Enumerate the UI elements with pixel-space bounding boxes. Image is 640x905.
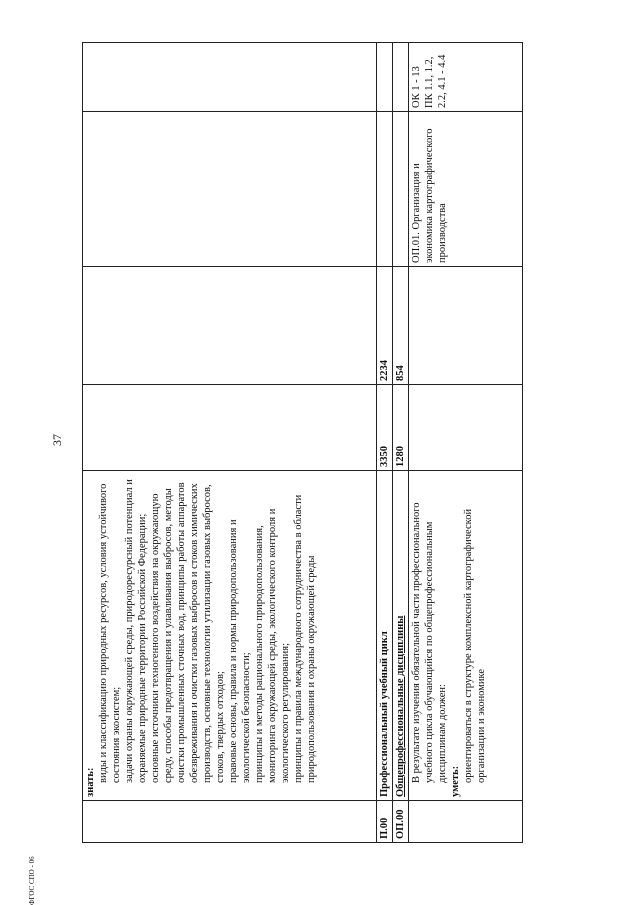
know-item-2: задачи охраны окружающей среды, природоресурсный потенциал и охраняемые природные территории Российской Федерации; [124, 479, 148, 783]
know-heading: знать: [85, 767, 96, 797]
know-item-6: принципы и правила международного сотрудничества в области природопользования и охраны окружающей среды [293, 494, 317, 783]
know-item-3: основные источники техногенного воздействия на окружающую среду, способы предотвращения и улавливания выбросов, методы очистки промышленных сточных вод, принципы работы аппаратов обезвреживания и очистки газовых выбросов и стоков химических производств, основные технологии утилизации газовых выбросов, стоков, твердых отходов; [150, 482, 226, 783]
competence-ok: ОК 1 - 13 [411, 66, 422, 108]
cell-empty [393, 112, 409, 267]
know-item-5: принципы и методы рационального природопользования, мониторинга окружающей среды, экологического контроля и экологического регулирования; [254, 508, 291, 783]
cell-code: ОП.00 [393, 801, 409, 843]
know-item-4: правовые основы, правила и нормы природопользования и экологической безопасности; [228, 519, 252, 783]
cell-empty [393, 43, 409, 112]
op-skills-heading: уметь: [450, 765, 461, 797]
curriculum-table [82, 42, 523, 843]
cell-code: П.00 [377, 801, 393, 843]
cell-empty [377, 112, 393, 267]
op-skill-item: ориентироваться в структуре комплексной картографической организации и экономике [463, 508, 487, 783]
cell-know-content [83, 471, 377, 801]
cell-hours-max: 1280 [393, 385, 409, 471]
cell-empty [409, 267, 523, 385]
cell-empty [83, 385, 377, 471]
cell-code-empty [83, 801, 377, 843]
cell-section-name: Профессиональный учебный цикл [377, 471, 393, 801]
competence-pk: ПК 1.1, 1.2, 2.2, 4.1 - 4.4 [424, 54, 448, 108]
cell-hours-class: 2234 [377, 267, 393, 385]
table-row-op00 [393, 43, 409, 843]
cell-competences [409, 43, 523, 112]
cell-hours-class: 854 [393, 267, 409, 385]
cell-discipline: ОП.01. Организация и экономика картографического производства [409, 112, 523, 267]
cell-empty [83, 43, 377, 112]
cell-hours-max: 3350 [377, 385, 393, 471]
cell-op01-content [409, 471, 523, 801]
know-item-1: виды и классификацию природных ресурсов, условия устойчивого состояния экосистем; [98, 483, 122, 783]
cell-empty [83, 267, 377, 385]
cell-empty [377, 43, 393, 112]
table-row-know [83, 43, 377, 843]
page-number: 37 [50, 434, 64, 446]
rotated-table-wrapper [82, 43, 523, 843]
op-intro: В результате изучения обязательной части профессионального учебного цикла обучающийся по общепрофессиональным дисциплинам должен: [411, 502, 448, 783]
table-row-op01 [409, 43, 523, 843]
cell-code-empty [409, 801, 523, 843]
cell-section-name: Общепрофессиональные дисциплины [393, 471, 409, 801]
footer-code: ФГОС СПО - 06 [28, 856, 36, 905]
table-row-p00 [377, 43, 393, 843]
cell-empty [83, 112, 377, 267]
cell-empty [409, 385, 523, 471]
